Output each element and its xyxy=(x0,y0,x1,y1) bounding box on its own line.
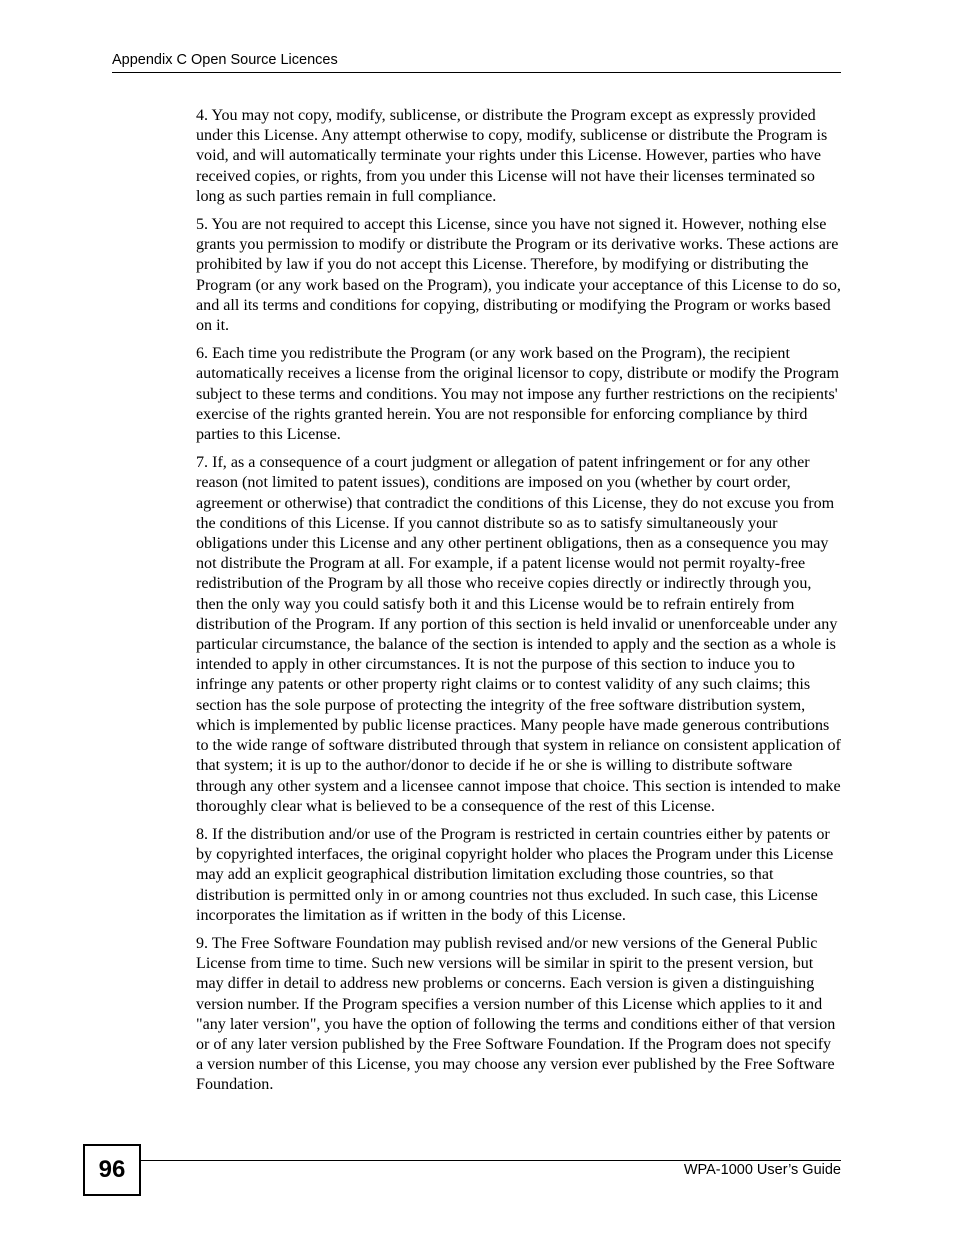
paragraph-9: 9. The Free Software Foundation may publish revised and/or new versions of the General Public License from time to time. Such new versions will be similar in spirit to the present version, but may differ in detail to address new problems or concerns. Each version is given a distinguishing version number. If the Program specifies a version number of this License which applies to it and "any later version", you have the option of following the terms and conditions either of that version or of any later version published by the Free Software Foundation. If the Program does not specify a version number of this License, you may choose any version ever published by the Free Software Foundation. xyxy=(196,934,836,1094)
header-title: Appendix C Open Source Licences xyxy=(112,52,338,68)
footer-guide-title: WPA-1000 User’s Guide xyxy=(683,1162,841,1178)
paragraph-4: 4. You may not copy, modify, sublicense, or distribute the Program except as expressly provided under this License. Any attempt otherwise to copy, modify, sublicense or distribute the Program is void, and will automatically terminate your rights under this License. However, parties who have received copies, or rights, from you under this License will not have their licenses terminated so long as such parties remain in full compliance. xyxy=(196,107,828,205)
paragraph-6: 6. Each time you redistribute the Program (or any work based on the Program), the recipient automatically receives a license from the original licensor to copy, distribute or modify the Program subject to these terms and conditions. You may not impose any further restrictions on the recipients' exercise of the rights granted herein. You are not responsible for enforcing compliance by third parties to this License. xyxy=(196,345,839,444)
paragraph-8: 8. If the distribution and/or use of the Program is restricted in certain countries either by patents or by copyrighted interfaces, the original copyright holder who places the Program under this License may add an explicit geographical distribution limitation excluding those countries, so that distribution is permitted only in or among countries not thus excluded. In such case, this License incorporates the limitation as if written in the body of this License. xyxy=(196,825,834,924)
license-body xyxy=(196,106,842,1104)
paragraph-7: 7. If, as a consequence of a court judgment or allegation of patent infringement or for any other reason (not limited to patent issues), conditions are imposed on you (whether by court order, agreement or otherwise) that contradict the conditions of this License, they do not excuse you from the conditions of this License. If you cannot distribute so as to satisfy simultaneously your obligations under this License and any other pertinent obligations, then as a consequence you may not distribute the Program at all. For example, if a patent license would not permit royalty-free redistribution of the Program by all those who receive copies directly or indirectly through you, then the only way you could satisfy both it and this License would be to refrain entirely from distribution of the Program. If any portion of this section is held invalid or unenforceable under any particular circumstance, the balance of the section is intended to apply and the section as a whole is intended to apply in other circumstances. It is not the purpose of this section to induce you to infringe any patents or other property right claims or to contest validity of any such claims; this section has the sole purpose of protecting the integrity of the free software distribution system, which is implemented by public license practices. Many people have made generous contributions to the wide range of software distributed through that system in reliance on consistent application of that system; it is up to the author/donor to decide if he or she is willing to distribute software through any other system and a licensee cannot impose that choice. This section is intended to make thoroughly clear what is believed to be a consequence of the rest of this License. xyxy=(196,454,841,815)
page-number: 96 xyxy=(83,1144,141,1196)
footer-divider xyxy=(139,1160,841,1161)
paragraph-5: 5. You are not required to accept this License, since you have not signed it. However, nothing else grants you permission to modify or distribute the Program or its derivative works. These actions are prohibited by law if you do not accept this License. Therefore, by modifying or distributing the Program (or any work based on the Program), you indicate your acceptance of this License to do so, and all its terms and conditions for copying, distributing or modifying the Program or works based on it. xyxy=(196,216,841,335)
page-header xyxy=(112,52,841,73)
